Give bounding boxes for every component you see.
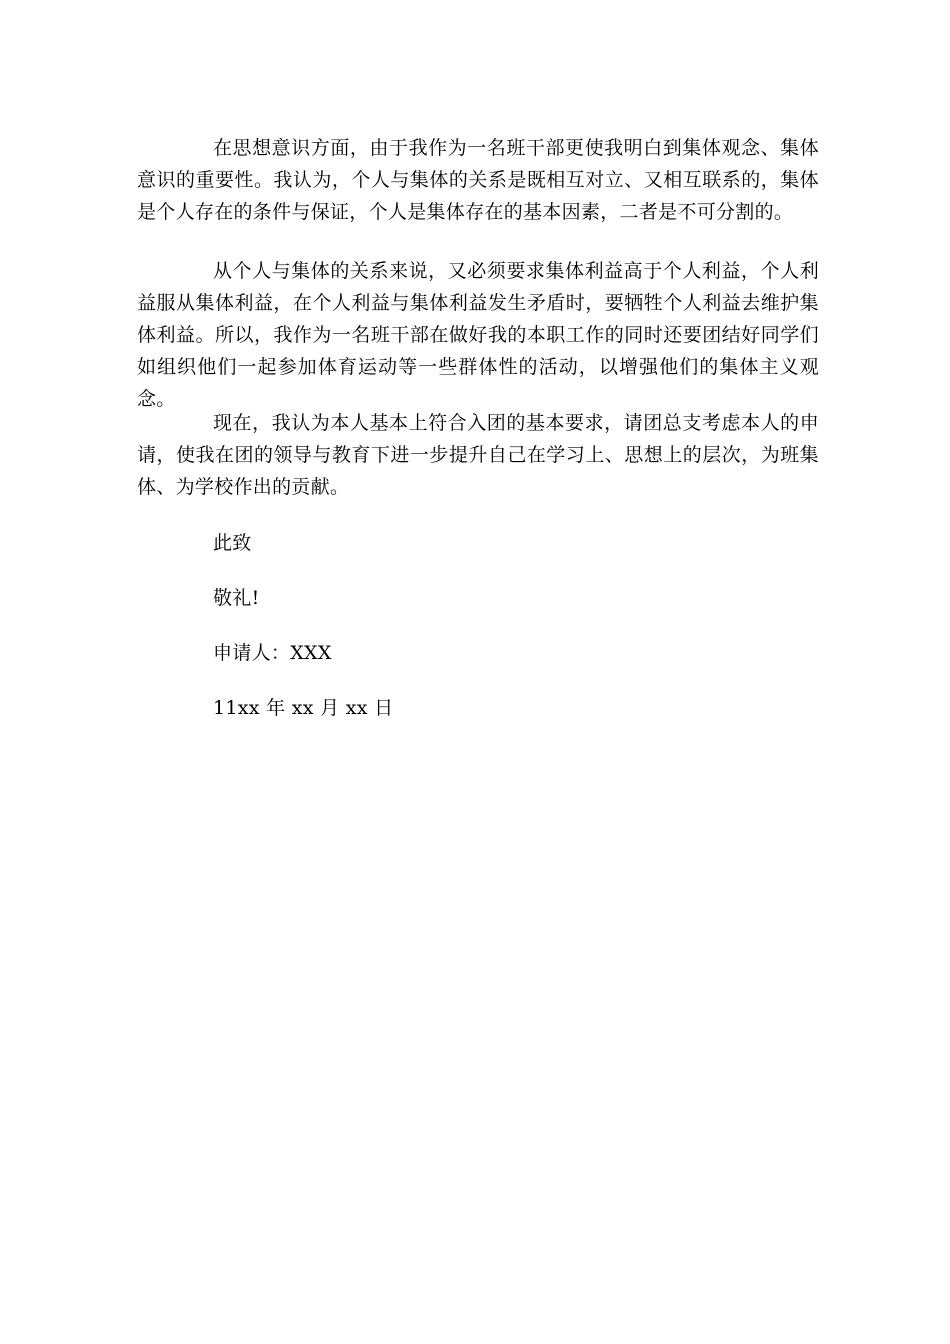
closing-regards: 敬礼! (213, 587, 260, 609)
closing-salutation: 此致 (213, 532, 252, 554)
applicant-signature: 申请人：XXX (213, 642, 332, 664)
application-date: 11xx 年 xx 月 xx 日 (213, 697, 394, 719)
paragraph-ideology: 在思想意识方面，由于我作为一名班干部更使我明白到集体观念、集体意识的重要性。我认为，个人与集体的关系是既相互对立、又相互联系的，集体是个人存在的条件与保证，个人是集体存在的基本因素，二者是不可分割的。 (137, 137, 819, 223)
paragraph-application-request: 现在，我认为本人基本上符合入团的基本要求，请团总支考虑本人的申请，使我在团的领导与教育下进一步提升自己在学习上、思想上的层次，为班集体、为学校作出的贡献。 (137, 412, 819, 498)
paragraph-collective-interest: 从个人与集体的关系来说，又必须要求集体利益高于个人利益，个人利益服从集体利益，在个人利益与集体利益发生矛盾时，要牺牲个人利益去维护集体利益。所以，我作为一名班干部在做好我的本职工作的同时还要团结好同学们如组织他们一起参加体育运动等一些群体性的活动，以增强他们的集体主义观念。 (137, 260, 819, 410)
